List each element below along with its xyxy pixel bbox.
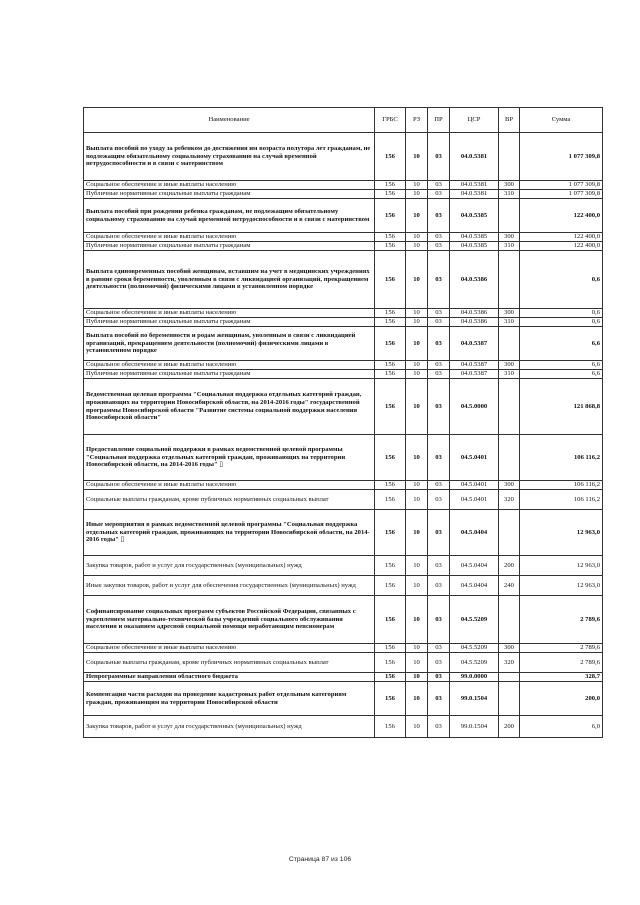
table-row (84, 370, 603, 379)
cell-pr: 03 (428, 181, 450, 190)
cell-name: Предоставление социальной поддержки в рамках ведомственной целевой программы "Социальная поддержка отдельных категорий граждан, проживающих на территории Новосибирской области, на 2014-2016 годы" ▯ (84, 435, 375, 481)
cell-name: Непрограммные направления областного бюджета (84, 673, 375, 682)
cell-pr: 03 (428, 490, 450, 510)
table-row (84, 596, 603, 644)
cell-vr (499, 199, 520, 233)
cell-rz: 10 (406, 199, 428, 233)
cell-sum: 6,6 (520, 327, 603, 361)
header-rz: РЗ (406, 108, 428, 133)
cell-name: Публичные нормативные социальные выплаты гражданам (84, 318, 375, 327)
cell-rz: 10 (406, 682, 428, 716)
cell-rz: 10 (406, 190, 428, 199)
cell-grbs: 156 (375, 309, 406, 318)
cell-grbs: 156 (375, 556, 406, 576)
cell-pr: 03 (428, 653, 450, 673)
table-header-row (84, 108, 603, 133)
cell-name: Иные мероприятия в рамках ведомственной целевой программы "Социальная поддержка отдельных категорий граждан, проживающих на территории Новосибирской области, на 2014-2016 годы" ▯ (84, 510, 375, 556)
table-row (84, 242, 603, 251)
cell-pr: 03 (428, 644, 450, 653)
cell-csr: 04.0.5381 (450, 133, 499, 181)
cell-csr: 04.0.5385 (450, 199, 499, 233)
header-name: Наименование (84, 108, 375, 133)
cell-sum: 200,0 (520, 682, 603, 716)
cell-grbs: 156 (375, 327, 406, 361)
cell-vr: 300 (499, 181, 520, 190)
cell-sum: 6,6 (520, 370, 603, 379)
cell-grbs: 156 (375, 370, 406, 379)
cell-csr: 99.0.1504 (450, 716, 499, 738)
cell-csr: 04.0.5386 (450, 251, 499, 309)
cell-rz: 10 (406, 490, 428, 510)
header-grbs: ГРБС (375, 108, 406, 133)
cell-rz: 10 (406, 318, 428, 327)
cell-name: Социальное обеспечение и иные выплаты населению (84, 644, 375, 653)
cell-vr: 310 (499, 318, 520, 327)
cell-name: Компенсация части расходов на проведение кадастровых работ отдельным категориям граждан, проживающим на территории Новосибирской области (84, 682, 375, 716)
cell-sum: 1 077 309,8 (520, 190, 603, 199)
cell-pr: 03 (428, 361, 450, 370)
cell-sum: 106 116,2 (520, 490, 603, 510)
cell-csr: 04.5.0401 (450, 490, 499, 510)
cell-sum: 121 868,8 (520, 379, 603, 435)
cell-rz: 10 (406, 653, 428, 673)
table-row (84, 435, 603, 481)
cell-vr (499, 682, 520, 716)
cell-pr: 03 (428, 481, 450, 490)
table-row (84, 379, 603, 435)
cell-name: Социальное обеспечение и иные выплаты населению (84, 181, 375, 190)
cell-pr: 03 (428, 510, 450, 556)
cell-sum: 2 789,6 (520, 653, 603, 673)
cell-vr: 300 (499, 233, 520, 242)
table-row (84, 510, 603, 556)
cell-grbs: 156 (375, 481, 406, 490)
cell-sum: 328,7 (520, 673, 603, 682)
cell-csr: 04.0.5385 (450, 242, 499, 251)
cell-grbs: 156 (375, 490, 406, 510)
cell-sum: 106 116,2 (520, 435, 603, 481)
table-row (84, 309, 603, 318)
cell-name: Закупка товаров, работ и услуг для государственных (муниципальных) нужд (84, 716, 375, 738)
header-sum: Сумма (520, 108, 603, 133)
cell-vr: 320 (499, 490, 520, 510)
cell-csr: 04.0.5381 (450, 190, 499, 199)
table-row (84, 490, 603, 510)
cell-pr: 03 (428, 233, 450, 242)
cell-name: Публичные нормативные социальные выплаты гражданам (84, 190, 375, 199)
header-pr: ПР (428, 108, 450, 133)
cell-pr: 03 (428, 309, 450, 318)
cell-csr: 04.5.0401 (450, 481, 499, 490)
cell-sum: 0,6 (520, 318, 603, 327)
cell-csr: 04.0.5387 (450, 370, 499, 379)
cell-pr: 03 (428, 596, 450, 644)
cell-pr: 03 (428, 133, 450, 181)
cell-grbs: 156 (375, 673, 406, 682)
cell-sum: 12 963,0 (520, 576, 603, 596)
cell-vr (499, 327, 520, 361)
cell-rz: 10 (406, 435, 428, 481)
cell-pr: 03 (428, 318, 450, 327)
cell-vr: 310 (499, 242, 520, 251)
table-row (84, 653, 603, 673)
cell-csr: 04.5.0401 (450, 435, 499, 481)
cell-name: Социальное обеспечение и иные выплаты населению (84, 233, 375, 242)
cell-grbs: 156 (375, 682, 406, 716)
cell-vr: 200 (499, 556, 520, 576)
cell-vr: 240 (499, 576, 520, 596)
cell-sum: 122 400,0 (520, 199, 603, 233)
cell-pr: 03 (428, 242, 450, 251)
cell-pr: 03 (428, 682, 450, 716)
cell-sum: 1 077 309,8 (520, 133, 603, 181)
cell-name: Иные закупки товаров, работ и услуг для обеспечения государственных (муниципальных) нужд (84, 576, 375, 596)
cell-pr: 03 (428, 379, 450, 435)
cell-sum: 2 789,6 (520, 596, 603, 644)
cell-name: Выплата пособий при рождении ребенка гражданам, не подлежащим обязательному социальному страхованию на случай временной нетрудоспособности и в связи с материнством (84, 199, 375, 233)
cell-vr (499, 379, 520, 435)
cell-vr: 320 (499, 653, 520, 673)
cell-grbs: 156 (375, 644, 406, 653)
cell-vr: 200 (499, 716, 520, 738)
cell-sum: 122 400,0 (520, 233, 603, 242)
cell-grbs: 156 (375, 596, 406, 644)
cell-name: Социальные выплаты гражданам, кроме публичных нормативных социальных выплат (84, 490, 375, 510)
cell-name: Публичные нормативные социальные выплаты гражданам (84, 242, 375, 251)
cell-csr: 04.5.0404 (450, 576, 499, 596)
cell-name: Социальное обеспечение и иные выплаты населению (84, 361, 375, 370)
cell-name: Публичные нормативные социальные выплаты гражданам (84, 370, 375, 379)
cell-pr: 03 (428, 190, 450, 199)
cell-sum: 0,6 (520, 309, 603, 318)
cell-csr: 04.0.5385 (450, 233, 499, 242)
cell-pr: 03 (428, 327, 450, 361)
cell-pr: 03 (428, 199, 450, 233)
cell-grbs: 156 (375, 576, 406, 596)
table-row (84, 318, 603, 327)
cell-name: Ведомственная целевая программа "Социальная поддержка отдельных категорий граждан, проживающих на территории Новосибирской области, на 2014-2016 годы" государственной программы Новосибирской области "Развитие системы социальной поддержки населения Новосибирской области" (84, 379, 375, 435)
cell-rz: 10 (406, 181, 428, 190)
cell-vr: 310 (499, 190, 520, 199)
cell-name: Социальные выплаты гражданам, кроме публичных нормативных социальных выплат (84, 653, 375, 673)
cell-rz: 10 (406, 716, 428, 738)
cell-sum: 12 963,0 (520, 510, 603, 556)
cell-grbs: 156 (375, 181, 406, 190)
cell-rz: 10 (406, 379, 428, 435)
cell-csr: 99.0.1504 (450, 682, 499, 716)
cell-csr: 04.0.5386 (450, 309, 499, 318)
cell-sum: 6,0 (520, 716, 603, 738)
cell-rz: 10 (406, 596, 428, 644)
cell-pr: 03 (428, 435, 450, 481)
table-row (84, 133, 603, 181)
cell-sum: 122 400,0 (520, 242, 603, 251)
cell-csr: 04.0.5386 (450, 318, 499, 327)
cell-name: Социальное обеспечение и иные выплаты населению (84, 481, 375, 490)
cell-vr (499, 673, 520, 682)
table-row (84, 190, 603, 199)
cell-csr: 04.0.5387 (450, 361, 499, 370)
cell-grbs: 156 (375, 318, 406, 327)
cell-vr (499, 251, 520, 309)
cell-grbs: 156 (375, 379, 406, 435)
cell-vr: 300 (499, 644, 520, 653)
cell-rz: 10 (406, 233, 428, 242)
cell-grbs: 156 (375, 653, 406, 673)
cell-csr: 04.5.0000 (450, 379, 499, 435)
cell-rz: 10 (406, 242, 428, 251)
cell-vr (499, 596, 520, 644)
page-number: Страница 87 из 106 (288, 856, 352, 863)
cell-name: Выплата единовременных пособий женщинам, вставшим на учет в медицинских учреждениях в ранние сроки беременности, уволенным в связи с ликвидацией организаций, прекращением деятельности (полномочий) физическими лицами в установленном порядке (84, 251, 375, 309)
cell-grbs: 156 (375, 233, 406, 242)
cell-rz: 10 (406, 673, 428, 682)
cell-grbs: 156 (375, 510, 406, 556)
table-row (84, 251, 603, 309)
cell-sum: 1 077 309,8 (520, 181, 603, 190)
cell-sum: 106 116,2 (520, 481, 603, 490)
table-row (84, 233, 603, 242)
cell-sum: 0,6 (520, 251, 603, 309)
cell-grbs: 156 (375, 133, 406, 181)
budget-table-body (84, 133, 603, 738)
cell-grbs: 156 (375, 361, 406, 370)
cell-rz: 10 (406, 370, 428, 379)
header-vr: ВР (499, 108, 520, 133)
table-row (84, 361, 603, 370)
cell-grbs: 156 (375, 190, 406, 199)
cell-vr: 300 (499, 481, 520, 490)
cell-rz: 10 (406, 576, 428, 596)
cell-csr: 04.0.5387 (450, 327, 499, 361)
cell-grbs: 156 (375, 435, 406, 481)
cell-grbs: 156 (375, 242, 406, 251)
cell-pr: 03 (428, 673, 450, 682)
table-row (84, 327, 603, 361)
cell-rz: 10 (406, 309, 428, 318)
cell-pr: 03 (428, 576, 450, 596)
cell-rz: 10 (406, 510, 428, 556)
cell-name: Социальное обеспечение и иные выплаты населению (84, 309, 375, 318)
cell-grbs: 156 (375, 199, 406, 233)
table-row (84, 576, 603, 596)
cell-vr: 310 (499, 370, 520, 379)
cell-name: Софинансирование социальных программ субъектов Российской Федерации, связанных с укреплением материально-технической базы учреждений социального обслуживания населения и оказанием адресной социальной помощи неработающим пенсионерам (84, 596, 375, 644)
cell-name: Закупка товаров, работ и услуг для государственных (муниципальных) нужд (84, 556, 375, 576)
table-row (84, 199, 603, 233)
cell-rz: 10 (406, 556, 428, 576)
cell-csr: 04.5.0404 (450, 556, 499, 576)
cell-pr: 03 (428, 251, 450, 309)
cell-name: Выплата пособий по беременности и родам женщинам, уволенным в связи с ликвидацией организаций, прекращением деятельности (полномочий) физическими лицами в установленном порядке (84, 327, 375, 361)
cell-rz: 10 (406, 327, 428, 361)
cell-rz: 10 (406, 481, 428, 490)
cell-pr: 03 (428, 556, 450, 576)
cell-pr: 03 (428, 716, 450, 738)
cell-rz: 10 (406, 644, 428, 653)
cell-vr (499, 510, 520, 556)
cell-csr: 04.5.5209 (450, 644, 499, 653)
cell-vr: 300 (499, 361, 520, 370)
cell-csr: 04.0.5381 (450, 181, 499, 190)
cell-sum: 12 963,0 (520, 556, 603, 576)
cell-sum: 6,6 (520, 361, 603, 370)
cell-rz: 10 (406, 133, 428, 181)
table-row (84, 682, 603, 716)
cell-pr: 03 (428, 370, 450, 379)
cell-sum: 2 789,6 (520, 644, 603, 653)
cell-grbs: 156 (375, 251, 406, 309)
table-row (84, 673, 603, 682)
cell-name: Выплата пособий по уходу за ребенком до достижения им возраста полутора лет гражданам, не подлежащим обязательному социальному страхованию на случай временной нетрудоспособности и в связи с материнством (84, 133, 375, 181)
cell-grbs: 156 (375, 716, 406, 738)
table-row (84, 644, 603, 653)
header-csr: ЦСР (450, 108, 499, 133)
cell-vr (499, 435, 520, 481)
cell-vr (499, 133, 520, 181)
cell-rz: 10 (406, 251, 428, 309)
table-row (84, 481, 603, 490)
cell-csr: 04.5.5209 (450, 653, 499, 673)
cell-csr: 04.5.0404 (450, 510, 499, 556)
table-row (84, 181, 603, 190)
cell-vr: 300 (499, 309, 520, 318)
budget-table (83, 107, 603, 738)
cell-rz: 10 (406, 361, 428, 370)
table-row (84, 556, 603, 576)
cell-csr: 99.0.0000 (450, 673, 499, 682)
cell-csr: 04.5.5209 (450, 596, 499, 644)
table-row (84, 716, 603, 738)
